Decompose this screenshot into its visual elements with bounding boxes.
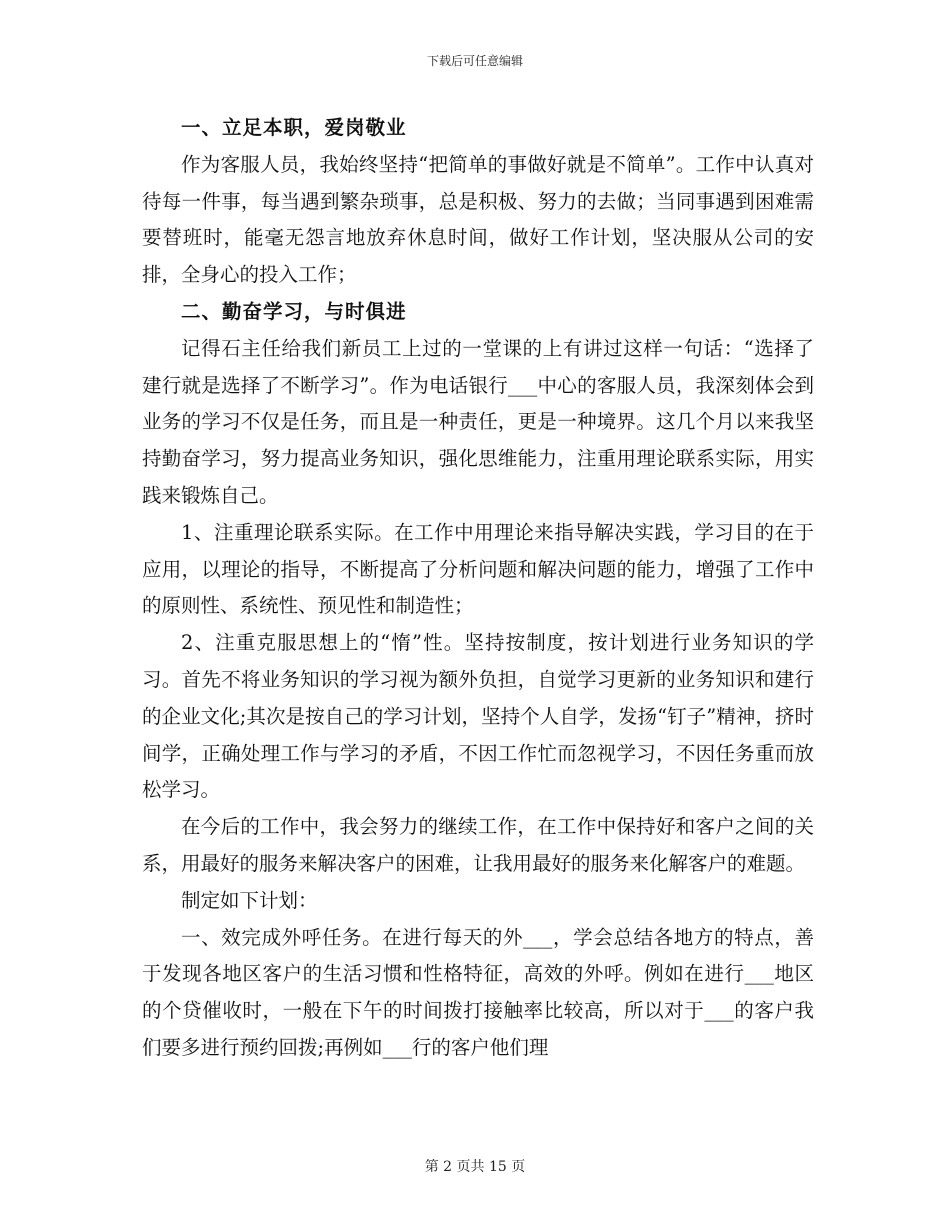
section-heading-2: 二、勤奋学习，与时俱进 (181, 299, 407, 323)
paragraph-1: 作为客服人员，我始终坚持“把简单的事做好就是不简单”。工作中认真对待每一件事，每当遇到繁杂琐事，总是积极、努力的去做；当同事遇到困难需要替班时，能毫无怨言地放弃休息时间，做好工作计划，坚决服从公司的安排，全身心的投入工作； (142, 152, 814, 287)
paragraph-6: 制定如下计划： (181, 888, 318, 912)
paragraph-7: 一、效完成外呼任务。在进行每天的外___，学会总结各地方的特点，善于发现各地区客户的生活习惯和性格特征，高效的外呼。例如在进行___地区的个贷催收时，一般在下午的时间拨打接触率比较高，所以对于___的客户我们要多进行预约回拨;再例如___行的客户他们理 (142, 925, 814, 1059)
document-body (142, 110, 814, 1067)
page-header: 下载后可任意编辑 (426, 54, 523, 68)
paragraph-5: 在今后的工作中，我会努力的继续工作，在工作中保持好和客户之间的关系，用最好的服务来解决客户的困难，让我用最好的服务来化解客户的难题。 (142, 815, 814, 875)
page-number: 第 2 页共 15 页 (424, 1159, 526, 1175)
paragraph-2: 记得石主任给我们新员工上过的一堂课的上有讲过这样一句话：“选择了建行就是选择了不断学习”。作为电话银行___中心的客服人员，我深刻体会到业务的学习不仅是任务，而且是一种责任，更是一种境界。这几个月以来我坚持勤奋学习，努力提高业务知识，强化思维能力，注重用理论联系实际，用实践来锻炼自己。 (142, 336, 814, 507)
paragraph-3: 1、注重理论联系实际。在工作中用理论来指导解决实践，学习目的在于应用，以理论的指导，不断提高了分析问题和解决问题的能力，增强了工作中的原则性、系统性、预见性和制造性； (142, 520, 814, 618)
paragraph-4: 2、注重克服思想上的“惰”性。坚持按制度，按计划进行业务知识的学习。首先不将业务知识的学习视为额外负担，自觉学习更新的业务知识和建行的企业文化;其次是按自己的学习计划，坚持个人自学，发扬“钉子”精神，挤时间学，正确处理工作与学习的矛盾，不因工作忙而忽视学习，不因任务重而放松学习。 (142, 631, 814, 802)
section-heading-1: 一、立足本职，爱岗敬业 (181, 116, 407, 139)
